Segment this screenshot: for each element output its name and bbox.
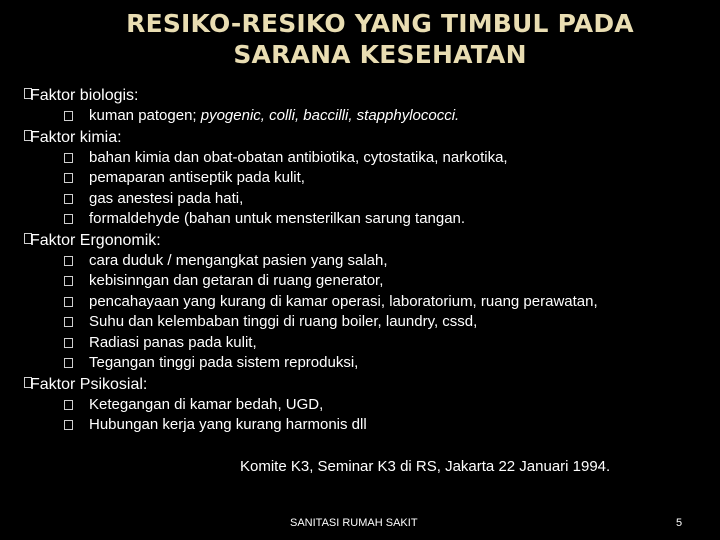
section-heading-text: Faktor Psikosial: <box>30 375 148 393</box>
list-item-text: cara duduk / mengangkat pasien yang salah, <box>89 251 388 269</box>
section-heading-biologis <box>24 85 704 106</box>
bullet-box-icon <box>64 214 73 224</box>
list-item-text: pencahayaan yang kurang di kamar operasi, laboratorium, ruang perawatan, <box>89 292 598 310</box>
list-item <box>24 209 704 230</box>
list-item <box>24 271 704 292</box>
list-item-text: formaldehyde (bahan untuk mensterilkan sarung tangan. <box>89 210 466 227</box>
bullet-box-icon <box>64 153 73 163</box>
slide-title-line-1: RESIKO-RESIKO YANG TIMBUL PADA <box>126 9 634 38</box>
list-item <box>24 312 704 333</box>
list-item-text: bahan kimia dan obat-obatan antibiotika, cytostatika, narkotika, <box>89 148 508 166</box>
section-heading-psikosial <box>24 374 704 395</box>
slide-title <box>80 8 680 70</box>
citation: Komite K3, Seminar K3 di RS, Jakarta 22 Januari 1994. <box>240 458 611 475</box>
list-item-text: kebisinngan dan getaran di ruang generator, <box>89 272 384 289</box>
list-item <box>24 353 704 374</box>
list-item <box>24 168 704 189</box>
list-item <box>24 415 704 436</box>
bullet-box-icon <box>64 400 73 410</box>
bullet-box-icon <box>64 420 73 430</box>
section-heading-text: Faktor kimia: <box>30 128 122 146</box>
list-item <box>24 251 704 272</box>
list-item <box>24 395 704 416</box>
section-heading-ergonomik <box>24 230 704 251</box>
bullet-box-icon <box>64 194 73 204</box>
list-item-text <box>89 106 459 127</box>
list-item-text: Ketegangan di kamar bedah, UGD, <box>89 395 324 413</box>
list-item-text: pemaparan antiseptik pada kulit, <box>89 169 305 186</box>
bullet-box-icon <box>64 111 73 121</box>
list-item-text: Hubungan kerja yang kurang harmonis dll <box>89 416 367 433</box>
section-heading-text: Faktor biologis: <box>30 87 139 104</box>
bullet-box-icon <box>64 338 73 348</box>
bullet-box-icon <box>64 276 73 286</box>
page-number: 5 <box>676 517 683 529</box>
list-item <box>24 148 704 169</box>
list-item <box>24 333 704 354</box>
list-item-italic-text: pyogenic, colli, baccilli, stapphylococci. <box>200 107 460 124</box>
slide-content <box>24 85 704 436</box>
bullet-box-icon <box>64 358 73 368</box>
list-item <box>24 189 704 210</box>
bullet-box-icon <box>64 297 73 307</box>
bullet-box-icon <box>64 317 73 327</box>
bullet-box-icon <box>64 256 73 266</box>
list-item-text: Radiasi panas pada kulit, <box>89 333 257 351</box>
list-item-plain-text: kuman patogen; <box>89 107 201 124</box>
section-heading-kimia <box>24 127 704 148</box>
slide-footer: SANITASI RUMAH SAKIT <box>290 517 418 529</box>
list-item <box>24 292 704 313</box>
section-heading-text: Faktor Ergonomik: <box>30 231 161 249</box>
list-item-text: gas anestesi pada hati, <box>89 189 244 207</box>
bullet-box-icon <box>64 173 73 183</box>
list-item-text: Suhu dan kelembaban tinggi di ruang boiler, laundry, cssd, <box>89 313 478 330</box>
list-item-text: Tegangan tinggi pada sistem reproduksi, <box>89 354 359 371</box>
list-item <box>24 106 704 127</box>
slide-title-line-2: SARANA KESEHATAN <box>233 40 527 69</box>
